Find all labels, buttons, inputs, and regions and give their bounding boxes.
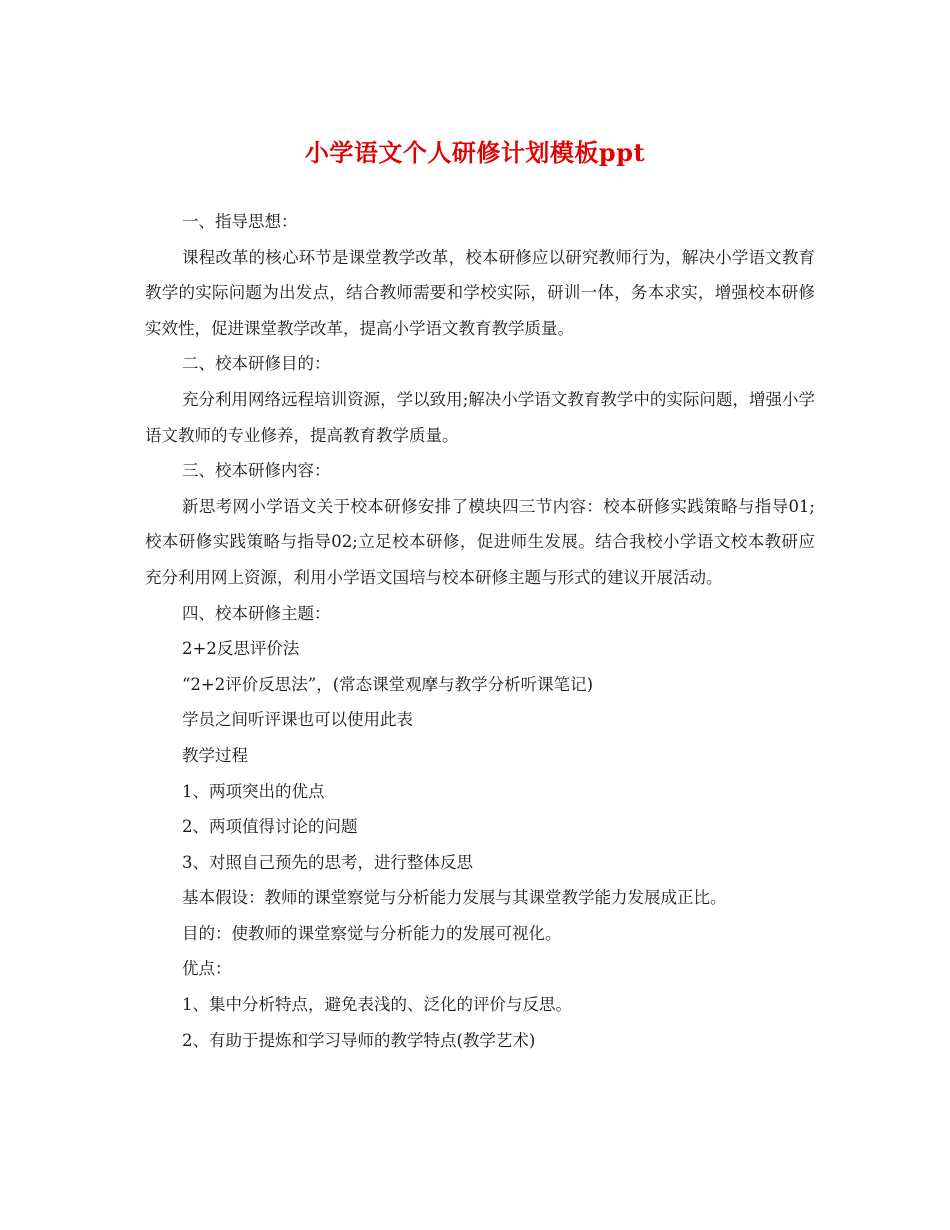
line-basic-assumption: 基本假设：教师的课堂察觉与分析能力发展与其课堂教学能力发展成正比。 [182,888,727,908]
document-body [145,204,815,1058]
advantage-item-1: 1、集中分析特点，避免表浅的、泛化的评价与反思。 [182,995,572,1015]
line-objective: 目的：使教师的课堂察觉与分析能力的发展可视化。 [182,923,562,943]
section-heading-content: 三、校本研修内容： [182,461,331,481]
line-peer-review: 学员之间听评课也可以使用此表 [182,710,413,730]
paragraph-purpose: 充分利用网络远程培训资源，学以致用;解决小学语文教育教学中的实际问题，增强小学语文教师的专业修养，提高教育教学质量。 [145,389,815,445]
section-heading-purpose: 二、校本研修目的： [182,354,331,374]
line-method-name: 2+2反思评价法 [182,639,300,659]
line-method-quote: “2+2评价反思法”，(常态课堂观摩与教学分析听课笔记) [182,674,594,694]
section-heading-theme: 四、校本研修主题： [182,603,331,623]
line-advantages-heading: 优点： [182,959,232,979]
paragraph-guiding-ideology: 课程改革的核心环节是课堂教学改革，校本研修应以研究教师行为，解决小学语文教育教学的实际问题为出发点，结合教师需要和学校实际，研训一体，务本求实，增强校本研修实效性，促进课堂教学改革，提高小学语文教育教学质量。 [145,247,815,338]
list-item-1: 1、两项突出的优点 [182,781,325,801]
document-title: 小学语文个人研修计划模板ppt [304,138,646,167]
line-teaching-process: 教学过程 [182,745,248,765]
section-heading-guiding-ideology: 一、指导思想： [182,212,298,231]
advantage-item-2: 2、有助于提炼和学习导师的教学特点(教学艺术) [182,1030,536,1050]
list-item-2: 2、两项值得讨论的问题 [182,817,358,837]
list-item-3: 3、对照自己预先的思考，进行整体反思 [182,852,473,872]
paragraph-content: 新思考网小学语文关于校本研修安排了模块四三节内容：校本研修实践策略与指导01;校本研修实践策略与指导02;立足校本研修，促进师生发展。结合我校小学语文校本教研应充分利用网上资源，利用小学语文国培与校本研修主题与形式的建议开展活动。 [145,496,815,587]
